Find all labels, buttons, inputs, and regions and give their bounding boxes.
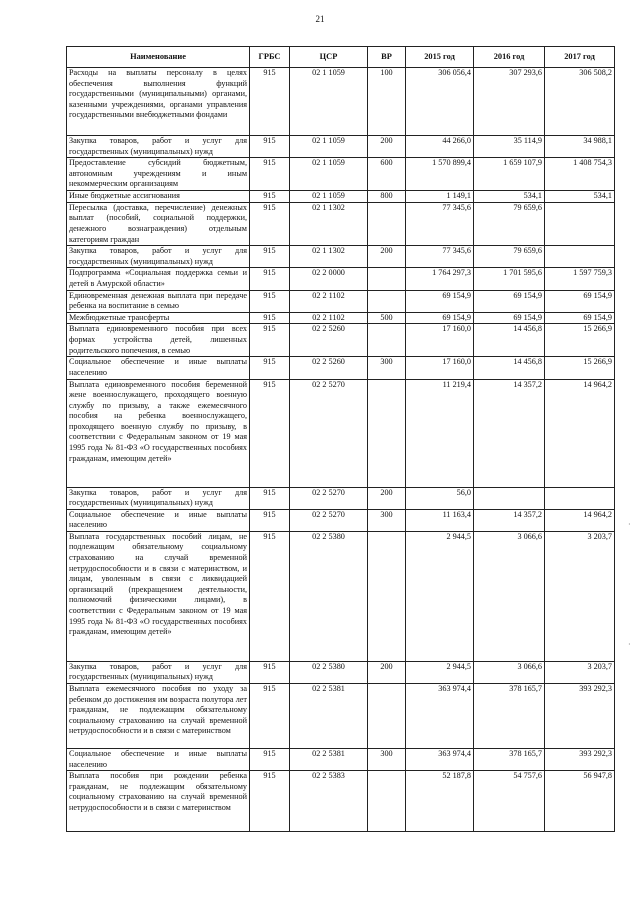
cell-2017: 393 292,3 <box>545 684 615 749</box>
cell-2017 <box>545 202 615 245</box>
cell-2017: 14 964,2 <box>545 509 615 531</box>
cell-2015: 363 974,4 <box>406 749 474 771</box>
cell-name: Подпрограмма «Социальная поддержка семьи и детей в Амурской области» <box>67 268 250 290</box>
table-row <box>67 68 615 136</box>
cell-2015: 1 570 899,4 <box>406 158 474 191</box>
cell-grbs: 915 <box>250 684 290 749</box>
col-header-2016: 2016 год <box>474 47 545 68</box>
table-row <box>67 191 615 203</box>
cell-vr: 100 <box>368 68 406 136</box>
cell-vr: 200 <box>368 661 406 683</box>
cell-2016: 3 066,6 <box>474 531 545 661</box>
cell-name: Единовременная денежная выплата при передаче ребенка на воспитание в семью <box>67 290 250 312</box>
cell-2015: 17 160,0 <box>406 357 474 379</box>
cell-2015: 306 056,4 <box>406 68 474 136</box>
col-header-csr: ЦСР <box>290 47 368 68</box>
cell-2015: 363 974,4 <box>406 684 474 749</box>
cell-csr: 02 1 1302 <box>290 202 368 245</box>
cell-grbs: 915 <box>250 531 290 661</box>
cell-vr: 300 <box>368 749 406 771</box>
table-row <box>67 290 615 312</box>
cell-grbs: 915 <box>250 290 290 312</box>
table-row <box>67 202 615 245</box>
cell-vr <box>368 684 406 749</box>
cell-grbs: 915 <box>250 268 290 290</box>
table-row <box>67 684 615 749</box>
cell-csr: 02 2 5270 <box>290 379 368 487</box>
cell-csr: 02 1 1302 <box>290 246 368 268</box>
cell-2015: 56,0 <box>406 487 474 509</box>
cell-name: Выплата ежемесячного пособия по уходу за ребенком до достижения им возраста полутора лет гражданам, не подлежащим обязательному социальному страхованию на случай временной нетрудоспособности и в связи с материнством <box>67 684 250 749</box>
cell-name: Закупка товаров, работ и услуг для государственных (муниципальных) нужд <box>67 487 250 509</box>
cell-2017: 393 292,3 <box>545 749 615 771</box>
cell-name: Выплата государственных пособий лицам, не подлежащим обязательному социальному страхованию на случай временной нетрудоспособности и в связи с материнством, и лицам, уволенным в связи с ликвидацией организаций (прекращением деятельности, полномочий физическими лицами), в соответствии с Федеральным законом от 19 мая 1995 года № 81-ФЗ «О государственных пособиях гражданам, имеющим детей» <box>67 531 250 661</box>
cell-2016: 35 114,9 <box>474 136 545 158</box>
table-row <box>67 379 615 487</box>
cell-name: Выплата единовременного пособия при всех формах устройства детей, лишенных родительского попечения, в семью <box>67 324 250 357</box>
cell-2015: 1 764 297,3 <box>406 268 474 290</box>
cell-grbs: 915 <box>250 191 290 203</box>
cell-vr <box>368 379 406 487</box>
cell-vr <box>368 771 406 832</box>
cell-2015: 1 149,1 <box>406 191 474 203</box>
cell-2016: 79 659,6 <box>474 246 545 268</box>
cell-vr: 800 <box>368 191 406 203</box>
cell-csr: 02 2 5270 <box>290 509 368 531</box>
cell-vr: 500 <box>368 312 406 324</box>
table-row <box>67 312 615 324</box>
col-header-vr: ВР <box>368 47 406 68</box>
cell-grbs: 915 <box>250 246 290 268</box>
cell-name: Предоставление субсидий бюджетным, автономным учреждениям и иным некоммерческим организациям <box>67 158 250 191</box>
table-row <box>67 246 615 268</box>
cell-2015: 77 345,6 <box>406 246 474 268</box>
table-row <box>67 509 615 531</box>
cell-grbs: 915 <box>250 158 290 191</box>
cell-grbs: 915 <box>250 136 290 158</box>
col-header-2015: 2015 год <box>406 47 474 68</box>
header-row <box>67 47 615 68</box>
cell-grbs: 915 <box>250 68 290 136</box>
cell-grbs: 915 <box>250 202 290 245</box>
cell-2016: 14 357,2 <box>474 379 545 487</box>
cell-csr: 02 1 1059 <box>290 158 368 191</box>
cell-2017: 1 597 759,3 <box>545 268 615 290</box>
col-header-name: Наименование <box>67 47 250 68</box>
cell-vr: 200 <box>368 246 406 268</box>
cell-grbs: 915 <box>250 357 290 379</box>
scan-speck: · <box>628 520 631 529</box>
table-row <box>67 268 615 290</box>
cell-name: Пересылка (доставка, перечисление) денежных выплат (пособий, социальной поддержки, денежного вознаграждения) отдельным категориям граждан <box>67 202 250 245</box>
cell-2017: 3 203,7 <box>545 531 615 661</box>
cell-2016: 14 456,8 <box>474 324 545 357</box>
cell-vr <box>368 324 406 357</box>
cell-vr: 300 <box>368 357 406 379</box>
cell-name: Выплата единовременного пособия беременной жене военнослужащего, проходящего военную службу по призыву, а также ежемесячного пособия на ребенка военнослужащего, проходящего военную службу по призыву, в соответствии с Федеральным законом от 19 мая 1995 года № 81-ФЗ «О государственных пособиях гражданам, имеющим детей» <box>67 379 250 487</box>
cell-vr: 300 <box>368 509 406 531</box>
cell-name: Закупка товаров, работ и услуг для государственных (муниципальных) нужд <box>67 661 250 683</box>
cell-csr: 02 2 5380 <box>290 661 368 683</box>
cell-vr <box>368 202 406 245</box>
cell-grbs: 915 <box>250 749 290 771</box>
cell-csr: 02 2 5381 <box>290 749 368 771</box>
table-row <box>67 661 615 683</box>
cell-2016: 14 456,8 <box>474 357 545 379</box>
cell-grbs: 915 <box>250 379 290 487</box>
cell-2016 <box>474 487 545 509</box>
cell-csr: 02 1 1059 <box>290 191 368 203</box>
cell-csr: 02 2 5260 <box>290 324 368 357</box>
cell-2015: 2 944,5 <box>406 531 474 661</box>
cell-csr: 02 2 5260 <box>290 357 368 379</box>
cell-2015: 44 266,0 <box>406 136 474 158</box>
cell-2015: 69 154,9 <box>406 290 474 312</box>
cell-2015: 11 163,4 <box>406 509 474 531</box>
cell-2015: 11 219,4 <box>406 379 474 487</box>
col-header-grbs: ГРБС <box>250 47 290 68</box>
cell-vr <box>368 268 406 290</box>
cell-2016: 378 165,7 <box>474 749 545 771</box>
table-row <box>67 324 615 357</box>
cell-csr: 02 2 1102 <box>290 290 368 312</box>
cell-2016: 3 066,6 <box>474 661 545 683</box>
cell-2017: 69 154,9 <box>545 312 615 324</box>
cell-2017: 69 154,9 <box>545 290 615 312</box>
cell-2017: 3 203,7 <box>545 661 615 683</box>
table-row <box>67 158 615 191</box>
cell-csr: 02 1 1059 <box>290 136 368 158</box>
cell-2016: 534,1 <box>474 191 545 203</box>
cell-2016: 307 293,6 <box>474 68 545 136</box>
table-row <box>67 531 615 661</box>
cell-grbs: 915 <box>250 487 290 509</box>
cell-csr: 02 2 5383 <box>290 771 368 832</box>
cell-name: Выплата пособия при рождении ребенка гражданам, не подлежащим обязательному социальному страхованию на случай временной нетрудоспособности и в связи с материнством <box>67 771 250 832</box>
cell-csr: 02 2 5380 <box>290 531 368 661</box>
cell-name: Межбюджетные трансферты <box>67 312 250 324</box>
cell-vr: 200 <box>368 487 406 509</box>
cell-2016: 54 757,6 <box>474 771 545 832</box>
cell-grbs: 915 <box>250 771 290 832</box>
cell-2017: 306 508,2 <box>545 68 615 136</box>
cell-csr: 02 1 1059 <box>290 68 368 136</box>
cell-2017 <box>545 246 615 268</box>
table-row <box>67 749 615 771</box>
cell-grbs: 915 <box>250 661 290 683</box>
cell-vr <box>368 290 406 312</box>
table-row <box>67 487 615 509</box>
cell-name: Социальное обеспечение и иные выплаты населению <box>67 749 250 771</box>
cell-name: Закупка товаров, работ и услуг для государственных (муниципальных) нужд <box>67 136 250 158</box>
cell-grbs: 915 <box>250 509 290 531</box>
cell-2015: 77 345,6 <box>406 202 474 245</box>
cell-csr: 02 2 1102 <box>290 312 368 324</box>
cell-name: Закупка товаров, работ и услуг для государственных (муниципальных) нужд <box>67 246 250 268</box>
cell-2015: 69 154,9 <box>406 312 474 324</box>
table-row <box>67 357 615 379</box>
cell-vr: 200 <box>368 136 406 158</box>
cell-name: Социальное обеспечение и иные выплаты населению <box>67 357 250 379</box>
cell-csr: 02 2 5381 <box>290 684 368 749</box>
cell-2017: 534,1 <box>545 191 615 203</box>
cell-2016: 14 357,2 <box>474 509 545 531</box>
cell-name: Социальное обеспечение и иные выплаты населению <box>67 509 250 531</box>
cell-2015: 52 187,8 <box>406 771 474 832</box>
cell-2017: 1 408 754,3 <box>545 158 615 191</box>
cell-2017: 34 988,1 <box>545 136 615 158</box>
cell-name: Расходы на выплаты персоналу в целях обеспечения выполнения функций государственными (муниципальными) органами, казенными учреждениями, органами управления государственными внебюджетными фондами <box>67 68 250 136</box>
cell-2016: 79 659,6 <box>474 202 545 245</box>
cell-2016: 1 659 107,9 <box>474 158 545 191</box>
table-body <box>67 68 615 832</box>
cell-2017 <box>545 487 615 509</box>
cell-2017: 14 964,2 <box>545 379 615 487</box>
cell-2016: 378 165,7 <box>474 684 545 749</box>
cell-vr: 600 <box>368 158 406 191</box>
cell-2017: 56 947,8 <box>545 771 615 832</box>
cell-2015: 17 160,0 <box>406 324 474 357</box>
cell-2017: 15 266,9 <box>545 324 615 357</box>
cell-vr <box>368 531 406 661</box>
table-row <box>67 771 615 832</box>
col-header-2017: 2017 год <box>545 47 615 68</box>
cell-name: Иные бюджетные ассигнования <box>67 191 250 203</box>
budget-table <box>66 46 615 832</box>
cell-csr: 02 2 0000 <box>290 268 368 290</box>
cell-2016: 1 701 595,6 <box>474 268 545 290</box>
cell-2015: 2 944,5 <box>406 661 474 683</box>
table-row <box>67 136 615 158</box>
cell-grbs: 915 <box>250 312 290 324</box>
cell-2016: 69 154,9 <box>474 290 545 312</box>
cell-2016: 69 154,9 <box>474 312 545 324</box>
page-number: 21 <box>315 14 325 24</box>
cell-2017: 15 266,9 <box>545 357 615 379</box>
scan-speck: · <box>628 640 631 649</box>
cell-csr: 02 2 5270 <box>290 487 368 509</box>
cell-grbs: 915 <box>250 324 290 357</box>
